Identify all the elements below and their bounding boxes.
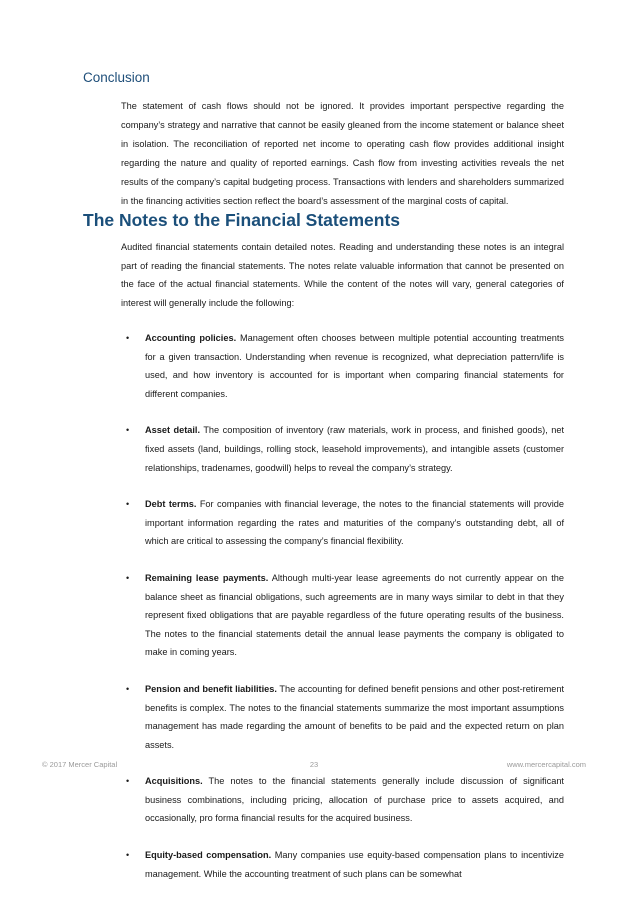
list-item-term: Debt terms.: [145, 499, 197, 510]
list-item-text: For companies with financial leverage, the notes to the financial statements will provide important information regarding the rates and maturities of the company’s outstanding debt, all of which are critical to assessing the company’s financial flexibility.: [145, 499, 564, 547]
list-item-pension-benefit-liabilities: [121, 680, 564, 754]
conclusion-paragraph: The statement of cash flows should not be ignored. It provides important perspective regarding the company’s strategy and narrative that cannot be easily gleaned from the income statement or balance sheet in isolation. The reconciliation of reported net income to operating cash flow provides additional insight regarding the nature and quality of reported earnings. Cash flow from investing activities reveals the net results of the company’s capital budgeting process. Transactions with lenders and shareholders summarized in the financing activities section reflect the board’s assessment of the marginal costs of capital.: [121, 101, 564, 206]
list-item-term: Equity-based compensation.: [145, 850, 272, 861]
conclusion-heading: Conclusion: [83, 70, 150, 85]
list-item-accounting-policies: [121, 329, 564, 403]
list-item-text: Management often chooses between multiple potential accounting treatments for a given transaction. Understanding when revenue is recognized, what depreciation pattern/life is used, and how inventory is accounted for is important when comparing financial statements for different companies.: [145, 333, 564, 399]
bullet-marker: •: [126, 776, 130, 787]
list-item-term: Pension and benefit liabilities.: [145, 683, 277, 694]
section-title: The Notes to the Financial Statements: [83, 210, 400, 230]
list-item-text: Although multi-year lease agreements do not currently appear on the balance sheet as financial obligations, such agreements are in many ways similar to debt in that they represent fixed obligations that are payable regardless of the future operating results of the business. The notes to the financial statements detail the annual lease payments the company is obligated to make in coming years.: [145, 572, 564, 658]
list-item-asset-detail: [121, 421, 564, 477]
notes-bullet-list: [121, 329, 564, 901]
footer-page-number: 23: [309, 760, 319, 769]
footer-website-link[interactable]: www.mercercapital.com: [506, 760, 586, 769]
list-item-text: The composition of inventory (raw materials, work in process, and finished goods), net fixed assets (land, buildings, rolling stock, leasehold improvements), and intangible assets (customer relationships, tradenames, goodwill) helps to reveal the company’s strategy.: [145, 425, 564, 473]
list-item-term: Accounting policies.: [145, 333, 237, 343]
bullet-marker: •: [126, 333, 130, 343]
list-item-debt-terms: [121, 495, 564, 551]
bullet-marker: •: [126, 425, 130, 436]
list-item-term: Acquisitions.: [145, 776, 203, 787]
bullet-marker: •: [126, 683, 130, 694]
list-item-text: Many companies use equity-based compensation plans to incentivize management. While the accounting treatment of such plans can be somewhat: [145, 850, 564, 879]
list-item-acquisitions: [121, 772, 564, 828]
list-item-term: Asset detail.: [145, 425, 201, 436]
list-item-text: The notes to the financial statements generally include discussion of significant business combinations, including pricing, allocation of purchase price to assets acquired, and occasionally, pro forma financial results for the acquired business.: [145, 776, 564, 824]
list-item-term: Remaining lease payments.: [145, 572, 269, 583]
list-item-text: The accounting for defined benefit pensions and other post-retirement benefits is complex. The notes to the financial statements summarize the most important assumptions management has made regarding the amount of benefits to be paid and the expected return on plan assets.: [145, 683, 565, 750]
list-item-equity-based-compensation: [121, 846, 564, 883]
bullet-marker: •: [126, 572, 130, 583]
bullet-marker: •: [126, 850, 130, 861]
list-item-remaining-lease-payments: [121, 569, 564, 662]
footer-copyright: © 2017 Mercer Capital: [42, 760, 118, 769]
notes-lead-paragraph: Audited financial statements contain detailed notes. Reading and understanding these notes is an integral part of reading the financial statements. The notes relate valuable information that cannot be presented on the face of the actual financial statements. While the content of the notes will vary, general categories of interest will generally include the following:: [121, 242, 564, 308]
bullet-marker: •: [126, 499, 130, 510]
